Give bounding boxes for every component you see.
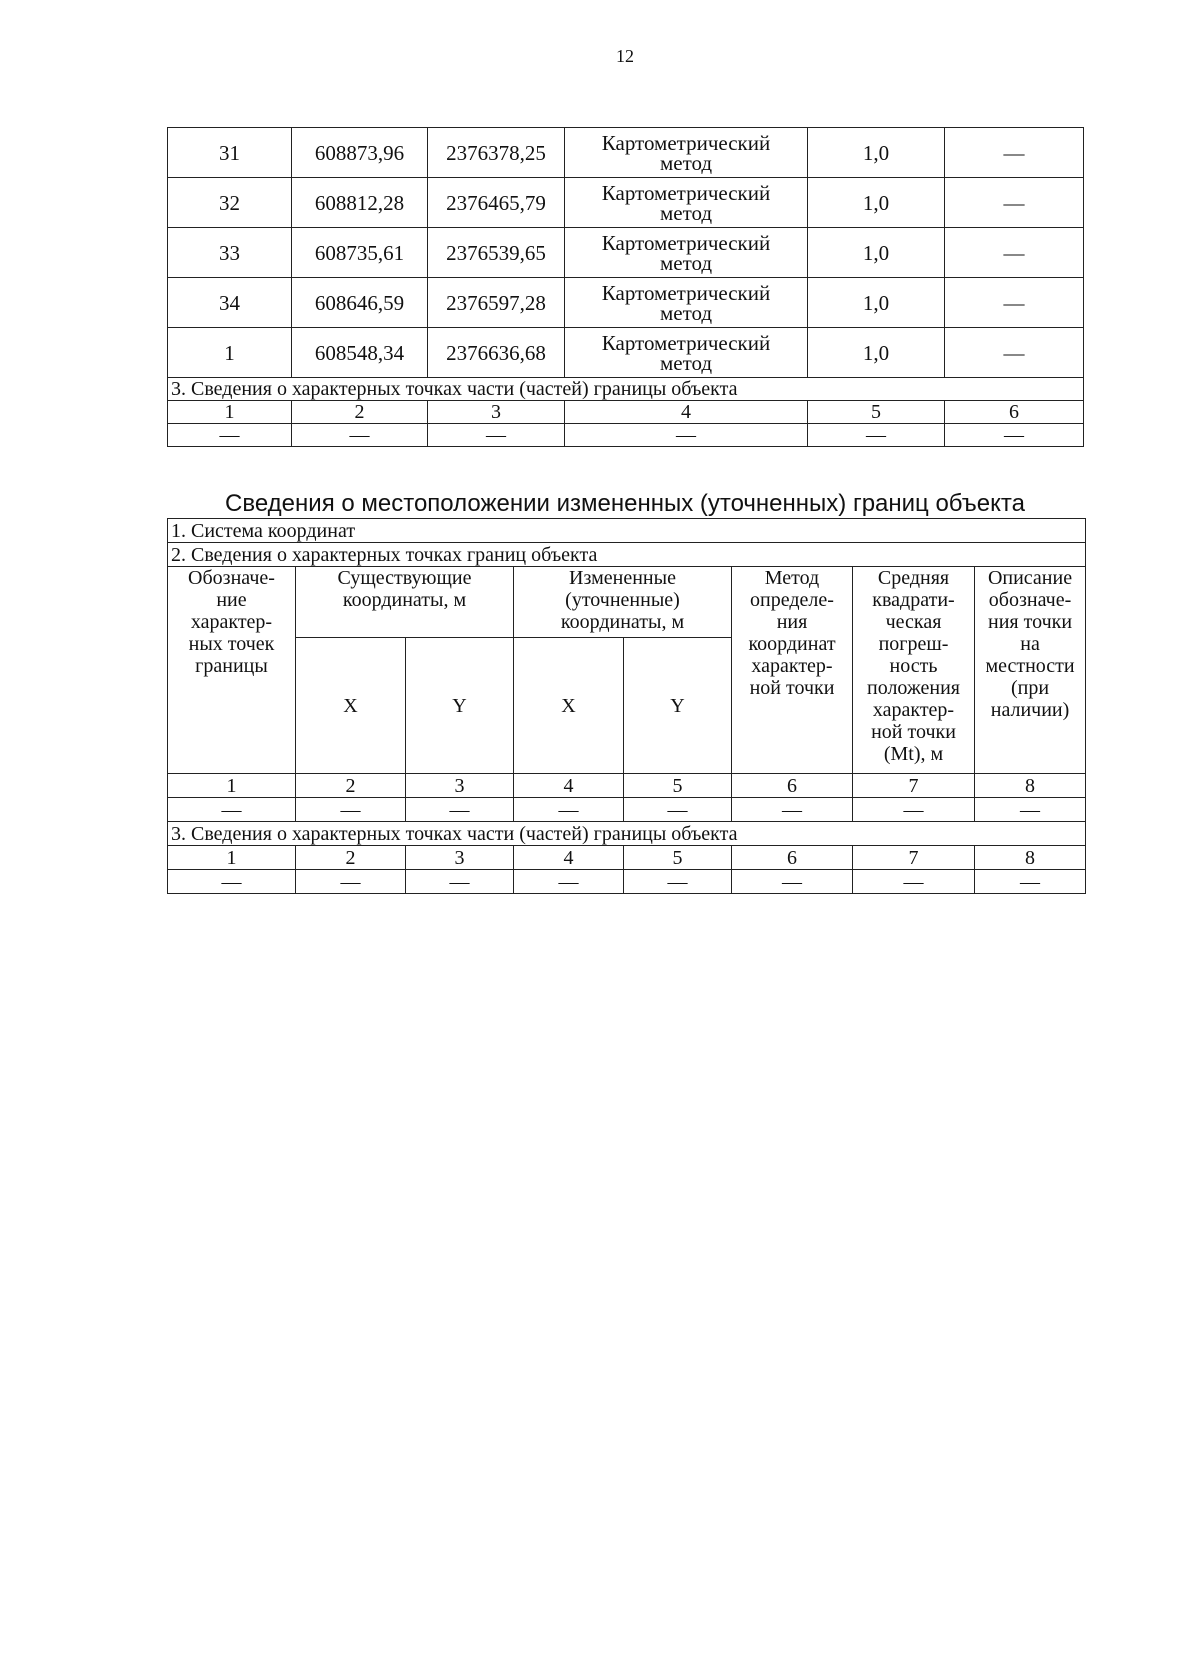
empty-dash: — bbox=[732, 870, 853, 894]
method-line-1: Картометрический bbox=[601, 230, 771, 255]
empty-dash: — bbox=[945, 424, 1084, 447]
coord-x: 608873,96 bbox=[292, 128, 428, 178]
empty-dash: — bbox=[853, 798, 975, 822]
section-title: Сведения о местоположении измененных (уточненных) границ объекта bbox=[225, 490, 1025, 517]
table-row bbox=[168, 178, 1084, 228]
empty-dash: — bbox=[168, 870, 296, 894]
method-cell bbox=[565, 278, 808, 328]
empty-dash: — bbox=[514, 870, 624, 894]
column-numbers-row bbox=[168, 846, 1086, 870]
coord-x: 608735,61 bbox=[292, 228, 428, 278]
table-row bbox=[168, 128, 1084, 178]
column-number: 8 bbox=[975, 774, 1086, 798]
point-number: 33 bbox=[168, 228, 292, 278]
empty-dash: — bbox=[296, 798, 406, 822]
column-number: 3 bbox=[428, 401, 565, 424]
column-number: 6 bbox=[945, 401, 1084, 424]
column-number: 1 bbox=[168, 774, 296, 798]
column-number: 2 bbox=[296, 846, 406, 870]
point-number: 32 bbox=[168, 178, 292, 228]
page-number: 12 bbox=[616, 46, 634, 66]
coord-y: 2376636,68 bbox=[428, 328, 565, 378]
method-line-2: метод bbox=[659, 150, 713, 175]
column-number: 4 bbox=[514, 774, 624, 798]
header-changed-x: X bbox=[514, 638, 624, 774]
method-cell bbox=[565, 228, 808, 278]
method-cell bbox=[565, 178, 808, 228]
empty-dash: — bbox=[168, 798, 296, 822]
method-line-1: Картометрический bbox=[601, 330, 771, 355]
empty-dash: — bbox=[565, 424, 808, 447]
column-number: 5 bbox=[624, 846, 732, 870]
empty-dash: — bbox=[975, 798, 1086, 822]
method-line-1: Картометрический bbox=[601, 180, 771, 205]
dash-row bbox=[168, 870, 1086, 894]
column-number: 1 bbox=[168, 401, 292, 424]
empty-dash: — bbox=[853, 870, 975, 894]
method-line-2: метод bbox=[659, 250, 713, 275]
accuracy-mt: 1,0 bbox=[808, 278, 945, 328]
column-number: 8 bbox=[975, 846, 1086, 870]
section-2-label: 2. Сведения о характерных точках границ объекта bbox=[168, 543, 1086, 567]
header-existing-coords: Существующие координаты, м bbox=[296, 567, 514, 638]
empty-dash: — bbox=[296, 870, 406, 894]
column-number: 2 bbox=[296, 774, 406, 798]
empty-dash: — bbox=[624, 798, 732, 822]
section-1-label: 1. Система координат bbox=[168, 519, 1086, 543]
column-numbers-row bbox=[168, 774, 1086, 798]
column-number: 5 bbox=[624, 774, 732, 798]
method-line-1: Картометрический bbox=[601, 130, 771, 155]
column-number: 3 bbox=[406, 846, 514, 870]
section-3-label: 3. Сведения о характерных точках части (частей) границы объекта bbox=[168, 378, 1084, 401]
header-changed-coords: Измененные (уточненные) координаты, м bbox=[514, 567, 732, 638]
changed-boundaries-table bbox=[167, 518, 1086, 894]
column-number: 4 bbox=[514, 846, 624, 870]
table-row bbox=[168, 278, 1084, 328]
method-line-1: Картометрический bbox=[601, 280, 771, 305]
method-line-2: метод bbox=[659, 350, 713, 375]
point-description: — bbox=[945, 228, 1084, 278]
empty-dash: — bbox=[514, 798, 624, 822]
header-method: Метод определе- ния координат характер- ной точки bbox=[732, 567, 853, 774]
column-number: 4 bbox=[565, 401, 808, 424]
table-row bbox=[168, 228, 1084, 278]
coord-y: 2376539,65 bbox=[428, 228, 565, 278]
dash-row bbox=[168, 798, 1086, 822]
column-number: 5 bbox=[808, 401, 945, 424]
empty-dash: — bbox=[732, 798, 853, 822]
empty-dash: — bbox=[168, 424, 292, 447]
empty-dash: — bbox=[292, 424, 428, 447]
empty-dash: — bbox=[406, 870, 514, 894]
section-3-row bbox=[168, 822, 1086, 846]
coord-y: 2376597,28 bbox=[428, 278, 565, 328]
column-number: 6 bbox=[732, 846, 853, 870]
accuracy-mt: 1,0 bbox=[808, 328, 945, 378]
dash-row bbox=[168, 424, 1084, 447]
method-cell bbox=[565, 328, 808, 378]
section-3-label: 3. Сведения о характерных точках части (частей) границы объекта bbox=[168, 822, 1086, 846]
column-number: 1 bbox=[168, 846, 296, 870]
column-number: 6 bbox=[732, 774, 853, 798]
table-row bbox=[168, 328, 1084, 378]
coord-x: 608812,28 bbox=[292, 178, 428, 228]
coordinates-table bbox=[167, 127, 1084, 447]
header-designation: Обозначе- ние характер- ных точек границы bbox=[168, 567, 296, 774]
header-mt: Средняя квадрати- ческая погреш- ность положения характер- ной точки (Mt), м bbox=[853, 567, 975, 774]
point-description: — bbox=[945, 128, 1084, 178]
accuracy-mt: 1,0 bbox=[808, 128, 945, 178]
header-description: Описание обозначе- ния точки на местности (при наличии) bbox=[975, 567, 1086, 774]
method-line-2: метод bbox=[659, 300, 713, 325]
point-number: 1 bbox=[168, 328, 292, 378]
empty-dash: — bbox=[975, 870, 1086, 894]
coord-y: 2376378,25 bbox=[428, 128, 565, 178]
column-number: 7 bbox=[853, 846, 975, 870]
point-description: — bbox=[945, 278, 1084, 328]
coord-y: 2376465,79 bbox=[428, 178, 565, 228]
point-number: 34 bbox=[168, 278, 292, 328]
method-cell bbox=[565, 128, 808, 178]
empty-dash: — bbox=[428, 424, 565, 447]
header-existing-y: Y bbox=[406, 638, 514, 774]
section-3-row bbox=[168, 378, 1084, 401]
coord-x: 608548,34 bbox=[292, 328, 428, 378]
point-number: 31 bbox=[168, 128, 292, 178]
method-line-2: метод bbox=[659, 200, 713, 225]
column-number: 7 bbox=[853, 774, 975, 798]
empty-dash: — bbox=[406, 798, 514, 822]
column-number: 2 bbox=[292, 401, 428, 424]
point-description: — bbox=[945, 328, 1084, 378]
accuracy-mt: 1,0 bbox=[808, 228, 945, 278]
point-description: — bbox=[945, 178, 1084, 228]
coord-x: 608646,59 bbox=[292, 278, 428, 328]
empty-dash: — bbox=[624, 870, 732, 894]
empty-dash: — bbox=[808, 424, 945, 447]
column-number: 3 bbox=[406, 774, 514, 798]
header-existing-x: X bbox=[296, 638, 406, 774]
accuracy-mt: 1,0 bbox=[808, 178, 945, 228]
header-changed-y: Y bbox=[624, 638, 732, 774]
column-numbers-row bbox=[168, 401, 1084, 424]
